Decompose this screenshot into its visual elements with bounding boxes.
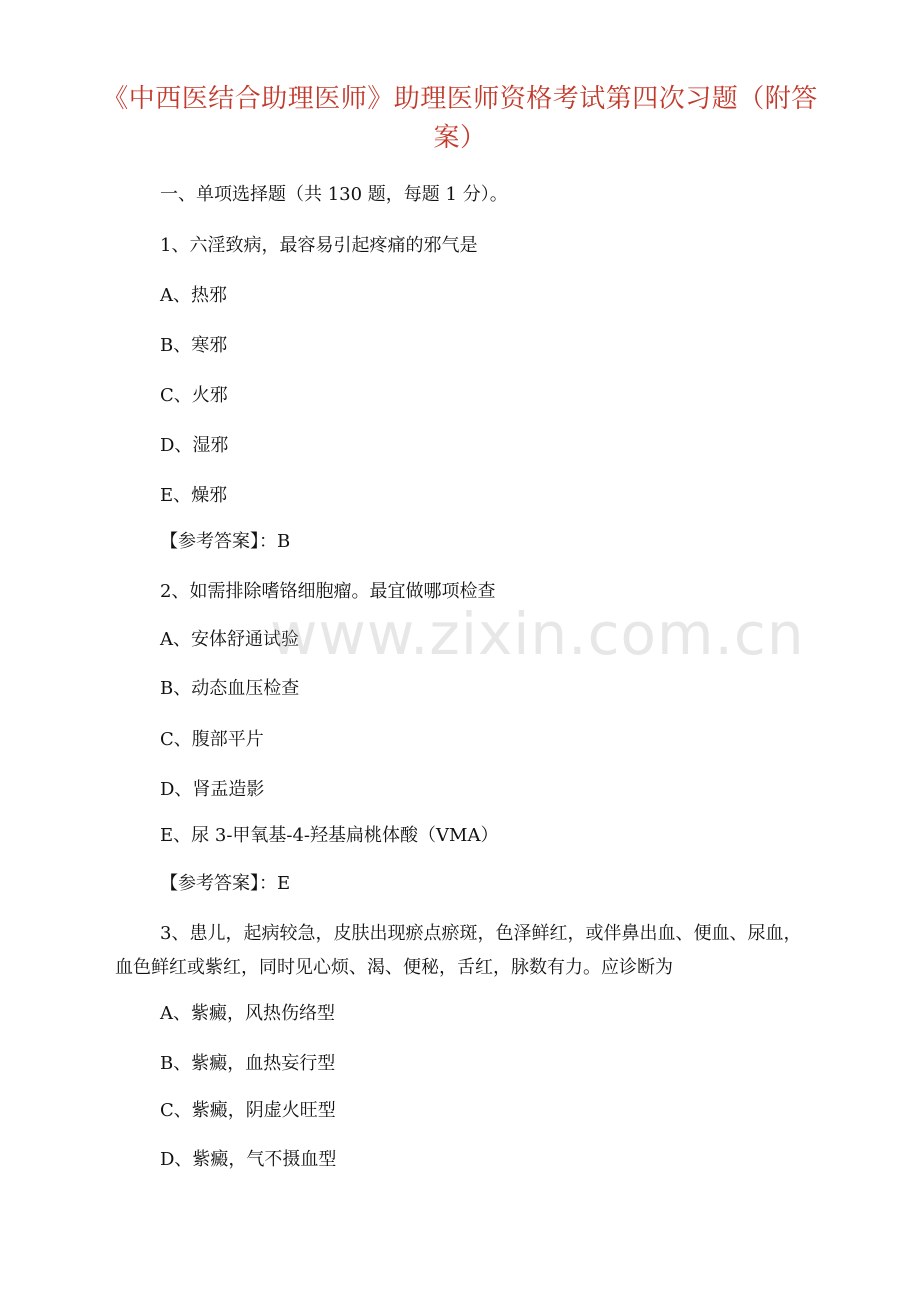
question-2-answer: 【参考答案】：E bbox=[160, 873, 291, 894]
question-2-option-b: B、动态血压检查 bbox=[160, 678, 300, 699]
question-2-option-d: D、肾盂造影 bbox=[160, 779, 265, 800]
question-3-option-c: C、紫癜，阴虚火旺型 bbox=[160, 1100, 336, 1121]
question-3-option-d: D、紫癜，气不摄血型 bbox=[160, 1149, 337, 1170]
question-2-option-e: E、尿 3-甲氧基-4-羟基扁桃体酸（VMA） bbox=[160, 825, 499, 846]
question-2-option-a: A、安体舒通试验 bbox=[160, 629, 299, 650]
question-1-option-b: B、寒邪 bbox=[160, 335, 228, 356]
question-1-answer: 【参考答案】：B bbox=[160, 531, 291, 552]
question-1-option-a: A、热邪 bbox=[160, 285, 227, 306]
question-1-option-e: E、燥邪 bbox=[160, 485, 228, 506]
question-3-option-b: B、紫癜，血热妄行型 bbox=[160, 1053, 336, 1074]
question-3-stem bbox=[115, 917, 815, 985]
question-3-stem-text: 3、患儿，起病较急，皮肤出现瘀点瘀斑，色泽鲜红，或伴鼻出血、便血、尿血，血色鲜红或紫红，同时见心烦、渴、便秘，舌红，脉数有力。应诊断为 bbox=[115, 923, 802, 978]
question-2-stem: 2、如需排除嗜铬细胞瘤。最宜做哪项检查 bbox=[160, 581, 496, 602]
document-title: 《中西医结合助理医师》助理医师资格考试第四次习题（附答案） bbox=[102, 84, 818, 153]
question-1-option-d: D、湿邪 bbox=[160, 435, 229, 456]
question-2-option-c: C、腹部平片 bbox=[160, 729, 264, 750]
question-3-option-a: A、紫癜，风热伤络型 bbox=[160, 1003, 335, 1024]
watermark: www.zixin.com.cn bbox=[270, 600, 805, 668]
section-heading: 一、单项选择题（共 130 题，每题 1 分）。 bbox=[160, 184, 508, 205]
question-1-stem: 1、六淫致病，最容易引起疼痛的邪气是 bbox=[160, 235, 478, 256]
question-1-option-c: C、火邪 bbox=[160, 385, 228, 406]
